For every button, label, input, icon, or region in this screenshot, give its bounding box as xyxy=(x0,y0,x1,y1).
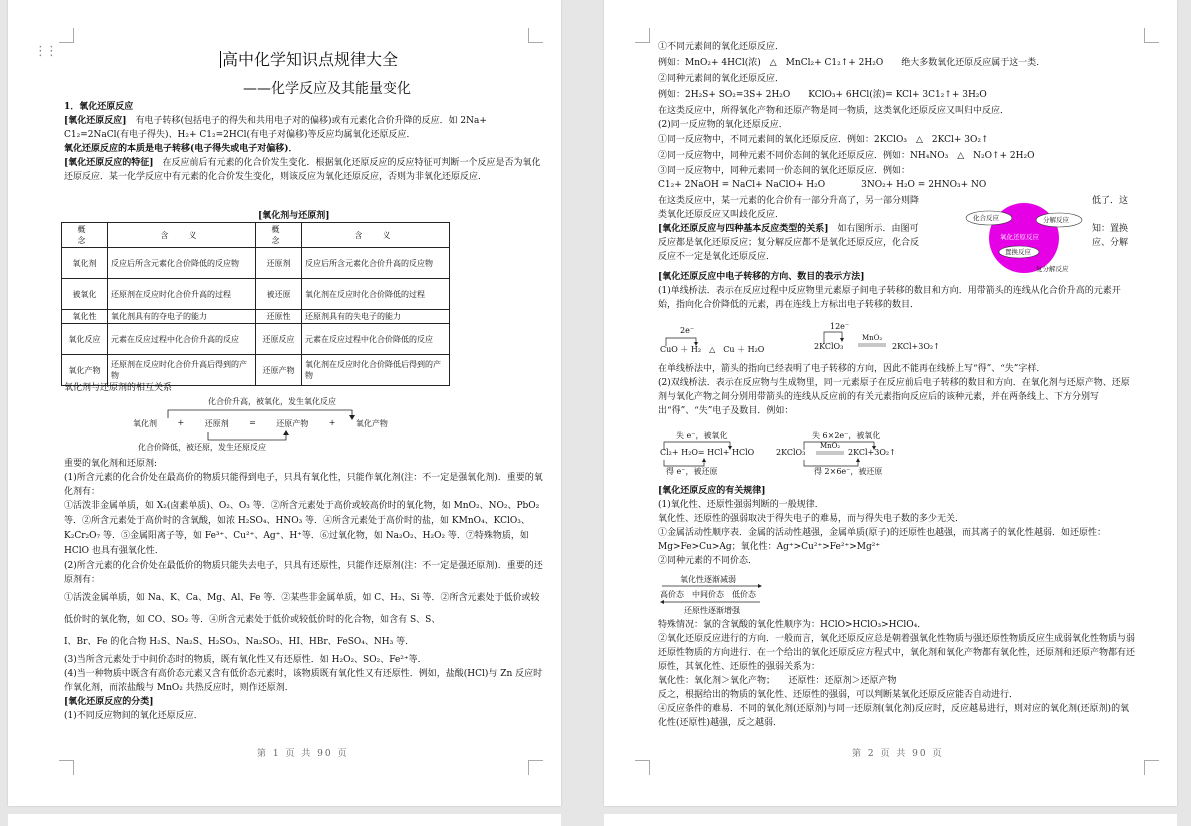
relation-term: 还原剂 xyxy=(204,419,229,428)
document-page-2 xyxy=(604,0,1177,806)
page-footer: 第 1 页 共 90 页 xyxy=(257,749,349,759)
body-line: ②同种元素的不同价态． xyxy=(658,556,758,566)
table-caption: [氧化剂与还原剂] xyxy=(258,211,330,221)
crop-mark xyxy=(59,28,74,43)
oxidant-reductant-table-wrap xyxy=(61,222,450,386)
eq-text: 2KClO₃ xyxy=(776,448,806,457)
single-bridge-eq1 xyxy=(660,326,800,358)
table-cell: 还原产物 xyxy=(256,355,302,386)
table-cell: 反应后所含元素化合价降低的反应物 xyxy=(108,248,256,279)
table-cell: 还原剂 xyxy=(256,248,302,279)
valence-bottom: 还原性逐渐增强 xyxy=(684,606,740,615)
para-text: 在反应前后有元素的化合价发生变化．根据氧化还原反应的反应特征可判断一个反应是否为氧化还原反应．某一化学反应中有元素的化合价发生变化，则该反应为氧化还原反应，否则为非氧化还原反应． xyxy=(64,158,541,182)
eq-electron-label: 12e⁻ xyxy=(830,322,850,331)
page-footer: 第 2 页 共 90 页 xyxy=(852,749,944,759)
table-row xyxy=(62,248,450,279)
body-line: (1)不同反应物间的氧化还原反应． xyxy=(64,711,203,721)
page2-transfer xyxy=(658,270,1138,312)
document-page-4-top xyxy=(604,814,1177,826)
page1-body-top xyxy=(64,100,544,184)
table-cell: 反应后所含元素化合价升高的反应物 xyxy=(302,248,450,279)
crop-mark xyxy=(528,760,543,775)
para-label: [氧化还原反应的特征] xyxy=(64,158,154,168)
table-cell: 氧化产物 xyxy=(62,355,108,386)
body-line: 例如：2H₂S+ SO₂=3S+ 2H₂O KClO₃+ 6HCl(浓)= KCl+ 3C1₂↑+ 3H₂O xyxy=(658,90,987,100)
table-row xyxy=(62,279,450,310)
page2-wrap-right xyxy=(1092,194,1152,250)
body-line: ①金属活动性顺序表．金属的活动性越强，金属单质(原子)的还原性也越强，而其离子的氧化性越弱．如还原性：Mg>Fe>Cu>Ag；氧化性：Ag⁺>Cu²⁺>Fe²⁺>Mg²⁺ xyxy=(658,528,1107,552)
para-label: [氧化还原反应与四种基本反应类型的关系] xyxy=(658,224,829,234)
document-subtitle: ——化学反应及其能量变化 xyxy=(243,81,411,97)
body-line: (1)单线桥法．表示在反应过程中反应物里元素原子间电子转移的数目和方向．用带箭头的连线从化合价升高的元素开始，指向化合价降低的元素，再在连线上方标出电子转移的数目． xyxy=(658,286,1121,310)
body-line: 类氧化还原反应又叫歧化反应． xyxy=(658,210,785,220)
table-cell: 氧化剂具有的夺电子的能力 xyxy=(108,310,256,324)
venn-left-label: 化合反应 xyxy=(973,214,999,222)
body-line: 氧化性、还原性的强弱取决于得失电子的难易，而与得失电子数的多少无关． xyxy=(658,514,965,524)
table-cell: 被氧化 xyxy=(62,279,108,310)
body-line: (3)当所含元素处于中间价态时的物质，既有氧化性又有还原性．如 H₂O₂、SO₂、Fe²⁺等． xyxy=(64,655,427,665)
eq-catalyst: MnO₂ xyxy=(820,442,841,450)
crop-mark xyxy=(635,28,650,43)
table-cell: 还原反应 xyxy=(256,324,302,355)
body-heading: [氧化还原反应的分类] xyxy=(64,697,154,707)
eq-products: 2KCl+3O₂↑ xyxy=(892,342,940,351)
body-line: 例如：MnO₂+ 4HCl(浓) △ MnCl₂+ C1₂↑+ 2H₂O 绝大多数氧化还原反应属于这一类． xyxy=(658,58,1046,68)
table-cell: 被还原 xyxy=(256,279,302,310)
body-line: ③同一反应物中，同种元素同一价态间的氧化还原反应．例如： xyxy=(658,166,911,176)
single-bridge-eq2 xyxy=(814,322,944,358)
crop-mark xyxy=(1144,28,1159,43)
page2-rules2 xyxy=(658,618,1138,730)
para-label: [氧化还原反应] xyxy=(64,116,127,126)
relation-term: = xyxy=(249,418,256,427)
oxidant-reductant-table xyxy=(61,222,450,386)
valence-diagram xyxy=(660,574,780,618)
table-row xyxy=(62,310,450,324)
valence-mid: 高价态 中间价态 低价态 xyxy=(660,590,756,599)
body-line: 知：置换 xyxy=(1092,224,1129,234)
table-cell: 元素在反应过程中化合价降低的反应 xyxy=(302,324,450,355)
page2-rules xyxy=(658,484,1138,568)
body-line: C1₂+ 2NaOH = NaCl+ NaClO+ H₂O 3NO₂+ H₂O = 2HNO₃+ NO xyxy=(658,180,987,190)
page2-wrap-left xyxy=(658,194,958,264)
body-line: 在单线桥法中，箭头的指向已经表明了电子转移的方向，因此不能再在线桥上写“得”、“失”字样． xyxy=(658,364,1046,374)
title-text: 高中化学知识点规律大全 xyxy=(222,50,399,69)
relation-top-label: 化合价升高，被氧化，发生氧化反应 xyxy=(208,397,336,406)
page2-transfer2 xyxy=(658,362,1138,418)
relation-caption: 氧化剂与还原剂的相互关系 xyxy=(64,383,173,393)
body-line: ④反应条件的难易．不同的氧化剂(还原剂)与同一还原剂(氧化剂)反应时，反应越易进行，则对应的氧化剂(还原剂)的氧化性(还原性)越强，反之越弱． xyxy=(658,704,1130,728)
table-cell: 还原剂具有的失电子的能力 xyxy=(302,310,450,324)
venn-inner-label: 置换反应 xyxy=(1005,248,1031,256)
body-line: ②同一反应物中，同种元素不同价态间的氧化还原反应．例如：NH₄NO₃ △ N₂O↑+ 2H₂O xyxy=(658,151,1035,161)
section-heading: 1．氧化还原反应 xyxy=(64,102,134,112)
crop-mark xyxy=(528,28,543,43)
body-line: 重要的氧化剂和还原剂: xyxy=(64,459,158,469)
table-cell: 还原剂在反应时化合价升高后得到的产物 xyxy=(108,355,256,386)
table-header-row xyxy=(62,223,450,248)
paragraph-feature xyxy=(64,156,544,184)
body-line: 氧化性：氧化剂＞氧化产物； 还原性：还原剂＞还原产物 xyxy=(658,676,897,686)
table-header: 含 义 xyxy=(108,223,256,248)
body-line: ①活泼非金属单质，如 X₂(卤素单质)、O₂、O₃ 等．②所含元素处于高价或较高价时的氧化物，如 MnO₂、NO₂、PbO₂ 等．②所含元素处于高价时的含氧酸，如浓 H₂SO₄、HNO₃ 等．④所含元素处于高价时的盐，如 KMnO₄、KClO₃、K₂Cr₂O₇ 等．⑤金属阳离子等，如 Fe³⁺、Cu²⁺、Ag⁺、H⁺等．⑥过氧化物，如 Na₂O₂、H₂O₂ 等．⑦特殊物质，如 HClO 也具有强氧化性． xyxy=(64,501,540,556)
document-page-3-top xyxy=(8,814,561,826)
body-line: 反应都是氧化还原反应；复分解反应都不是氧化还原反应，化合反 xyxy=(658,238,920,248)
valence-top: 氧化性逐渐减弱 xyxy=(680,575,736,584)
table-cell: 还原剂在反应时化合价升高的过程 xyxy=(108,279,256,310)
relation-bottom-label: 化合价降低，被还原，发生还原反应 xyxy=(138,443,266,452)
eq-products: 2KCl+3O₂↑ xyxy=(848,448,896,457)
eq-text: Cl₂+ H₂O= HCl+ HClO xyxy=(660,448,755,457)
body-line: 反之，根据给出的物质的氧化性、还原性的强弱，可以判断某氧化还原反应能否自动进行． xyxy=(658,690,1019,700)
table-row xyxy=(62,324,450,355)
body-line: 在这类反应中，所得氧化产物和还原产物是同一物质，这类氧化还原反应又叫归中反应． xyxy=(658,106,1010,116)
body-line: ①同一反应物中，不同元素间的氧化还原反应．例如：2KClO₃ △ 2KCl+ 3O₂↑ xyxy=(658,135,989,145)
eq-text: 2KClO₃ xyxy=(814,342,844,351)
body-line: (1)所含元素的化合价处在最高价的物质只能得到电子，只具有氧化性，只能作氧化剂(注：不一定是强氧化剂)．重要的氧化剂有： xyxy=(64,473,543,497)
relation-term: + xyxy=(177,418,185,427)
body-line: ②同种元素间的氧化还原反应． xyxy=(658,74,785,84)
table-cell: 氧化反应 xyxy=(62,324,108,355)
crop-mark xyxy=(59,760,74,775)
para-text: 如右图所示．由图可 xyxy=(837,224,919,234)
reaction-type-venn-diagram xyxy=(964,198,1084,278)
body-line xyxy=(658,222,958,236)
eq-top-label: 失 6×2e⁻，被氧化 xyxy=(812,431,881,440)
body-line: I、Br、Fe 的化合物 H₂S、Na₂S、H₂SO₃、Na₂SO₃、HI、HBr、FeSO₄、NH₃ 等． xyxy=(64,637,415,647)
venn-bottom-label: 复分解反应 xyxy=(1036,265,1069,273)
body-heading: [氧化还原反应中电子转移的方向、数目的表示方法] xyxy=(658,272,865,282)
document-title xyxy=(220,47,398,70)
body-line: 特殊情况：氯的含氧酸的氧化性顺序为：HClO>HClO₃>HClO₄． xyxy=(658,620,927,630)
body-heading: [氧化还原反应的有关规律] xyxy=(658,486,766,496)
relation-term: 氧化剂 xyxy=(133,419,157,428)
table-header: 概 念 xyxy=(256,223,302,248)
relation-term: 氧化产物 xyxy=(355,419,388,428)
eq-bottom-label: 得 e⁻，被还原 xyxy=(666,467,718,476)
page2-body-top xyxy=(658,40,1138,192)
body-line xyxy=(1092,208,1152,222)
text-cursor xyxy=(220,51,221,68)
eq-top-label: 失 e⁻，被氧化 xyxy=(676,431,728,440)
crop-mark xyxy=(1144,760,1159,775)
table-cell: 氧化性 xyxy=(62,310,108,324)
document-page-1 xyxy=(8,0,561,806)
venn-right-label: 分解反应 xyxy=(1043,216,1069,224)
body-line: 在这类反应中，某一元素的化合价有一部分升高了，另一部分则降 xyxy=(658,196,920,206)
crop-mark xyxy=(635,760,650,775)
page1-body-bottom xyxy=(64,457,544,723)
eq-bottom-label: 得 2×6e⁻，被还原 xyxy=(814,467,883,476)
double-bridge-eq3 xyxy=(660,430,790,476)
para-text: 有电子转移(包括电子的得失和共用电子对的偏移)或有元素化合价升降的反应．如 2Na+ C1₂=2NaCl(有电子得失)、H₂+ C1₂=2HCl(有电子对偏移)等反应均属氧化还原反应． xyxy=(64,116,487,140)
table-cell: 氧化剂在反应时化合价降低后得到的产物 xyxy=(302,355,450,386)
body-line: (2)所含元素的化合价处在最低价的物质只能失去电子，只具有还原性，只能作还原剂(注：不一定是强还原剂)．重要的还原剂有： xyxy=(64,561,543,585)
paragraph-definition xyxy=(64,114,544,142)
venn-center-label: 氧化还原反应 xyxy=(1000,233,1039,241)
body-line: (2)双线桥法．表示在反应物与生成物里，同一元素原子在反应前后电子转移的数目和方向．在氧化剂与还原产物、还原剂与氧化产物之间分别用带箭头的连线从反应前的有关元素指向反应后的该种元素，并在两条线上、下方分别写出“得”、“失”电子及数目．例如： xyxy=(658,378,1130,416)
body-line: ①活泼金属单质，如 Na、K、Ca、Mg、Al、Fe 等．②某些非金属单质，如 C、H₂、Si 等．②所含元素处于低价或较低价时的氧化物，如 CO、SO₂ 等．④所含元素处于低价或较低价时的化合物，如含有 S、S、 xyxy=(64,593,540,625)
table-header: 概 念 xyxy=(62,223,108,248)
body-line: 低了．这 xyxy=(1092,196,1129,206)
relation-terms xyxy=(133,418,388,429)
drag-handle-icon[interactable]: ⋮⋮ xyxy=(34,44,56,59)
body-line: 应、分解 xyxy=(1092,238,1129,248)
table-cell: 还原性 xyxy=(256,310,302,324)
body-line: (4)当一种物质中既含有高价态元素又含有低价态元素时，该物质既有氧化性又有还原性．例如，盐酸(HCl)与 Zn 反应时作氧化剂，而浓盐酸与 MnO₂ 共热反应时，则作还原剂． xyxy=(64,669,543,693)
body-line: ①不同元素间的氧化还原反应． xyxy=(658,42,785,52)
body-line: ②氧化还原反应进行的方向．一般而言，氧化还原反应总是朝着强氧化性物质与强还原性物质反应生成弱氧化性物质与弱还原性物质的方向进行．在一个给出的氧化还原反应方程式中，氧化剂和氧化产物都有氧化性，还原剂和还原产物都有还原性，其氧化性、还原性的强弱关系为： xyxy=(658,634,1136,672)
table-cell: 氧化剂在反应时化合价降低的过程 xyxy=(302,279,450,310)
eq-catalyst: MnO₂ xyxy=(862,334,883,342)
paragraph-essence: 氧化还原反应的本质是电子转移(电子得失或电子对偏移)． xyxy=(64,144,298,154)
body-line: (2)同一反应物的氧化还原反应． xyxy=(658,120,788,130)
relation-term: 还原产物 xyxy=(276,419,309,428)
eq-electron-label: 2e⁻ xyxy=(680,326,695,335)
relation-term: + xyxy=(328,418,336,427)
body-line: 反应不一定是氧化还原反应． xyxy=(658,252,776,262)
double-bridge-eq4 xyxy=(774,430,924,476)
table-cell: 元素在反应过程中化合价升高的反应 xyxy=(108,324,256,355)
table-header: 含 义 xyxy=(302,223,450,248)
eq-text: CuO ＋ H₂ △ Cu ＋ H₂O xyxy=(660,345,765,354)
body-line: (1)氧化性、还原性强弱判断的一般规律． xyxy=(658,500,824,510)
relation-diagram xyxy=(128,396,388,454)
table-cell: 氧化剂 xyxy=(62,248,108,279)
